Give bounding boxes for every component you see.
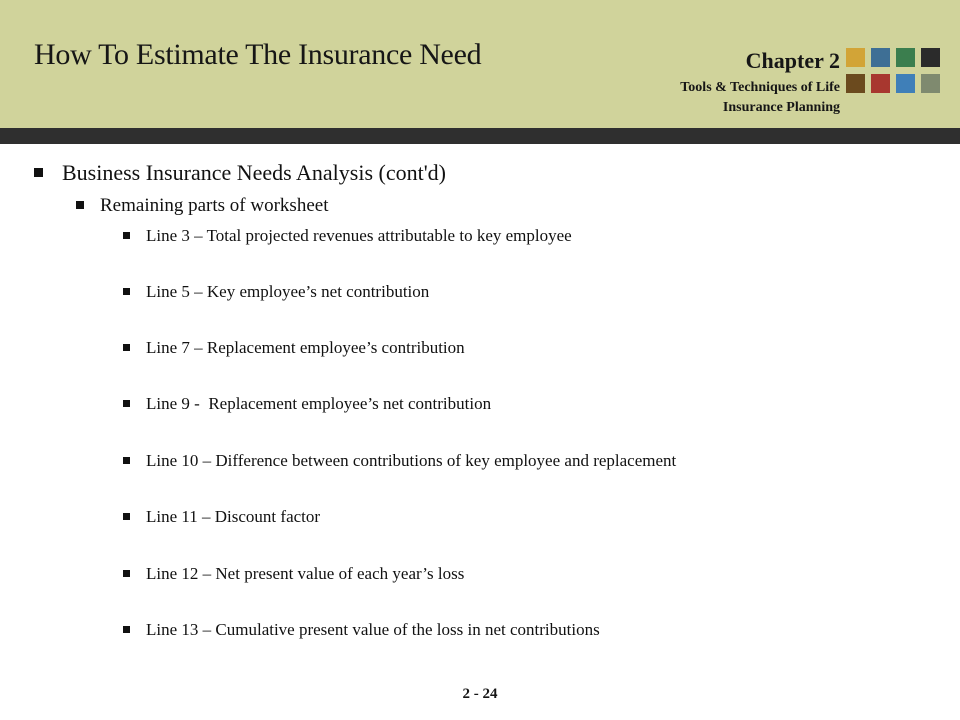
section-subheading: Remaining parts of worksheet xyxy=(100,195,329,216)
decorative-color-squares xyxy=(846,48,942,96)
chapter-subtitle-line-2: Insurance Planning xyxy=(722,100,840,115)
color-square xyxy=(896,48,915,67)
list-item xyxy=(123,226,572,246)
list-item-text: Line 11 – Discount factor xyxy=(146,507,321,526)
list-item xyxy=(123,338,465,358)
color-square xyxy=(921,48,940,67)
square-bullet-icon xyxy=(123,400,130,407)
list-item xyxy=(123,564,464,584)
chapter-subtitle-line-1: Tools & Techniques of Life xyxy=(680,80,840,95)
chapter-number: Chapter 2 xyxy=(745,48,840,73)
slide-header xyxy=(0,0,960,128)
square-bullet-icon xyxy=(123,232,130,239)
list-item xyxy=(123,282,429,302)
square-bullet-icon xyxy=(123,570,130,577)
square-bullet-icon xyxy=(34,168,43,177)
bullet-level-1 xyxy=(34,160,446,186)
square-bullet-icon xyxy=(123,513,130,520)
list-item-text: Line 9 - Replacement employee’s net contribution xyxy=(146,394,492,413)
square-bullet-icon xyxy=(123,344,130,351)
list-item xyxy=(123,620,600,640)
slide-title: How To Estimate The Insurance Need xyxy=(34,38,482,71)
color-square xyxy=(846,74,865,93)
color-square xyxy=(896,74,915,93)
color-square xyxy=(871,48,890,67)
list-item-text: Line 10 – Difference between contributions of key employee and replacement xyxy=(146,451,677,470)
square-bullet-icon xyxy=(123,626,130,633)
list-item-text: Line 3 – Total projected revenues attributable to key employee xyxy=(146,226,572,245)
color-square xyxy=(921,74,940,93)
color-square xyxy=(846,48,865,67)
header-divider-bar xyxy=(0,128,960,144)
list-item xyxy=(123,394,491,414)
square-bullet-icon xyxy=(76,201,84,209)
list-item-text: Line 5 – Key employee’s net contribution xyxy=(146,282,430,301)
square-bullet-icon xyxy=(123,288,130,295)
section-heading: Business Insurance Needs Analysis (cont'd) xyxy=(62,160,447,185)
list-item xyxy=(123,451,676,471)
square-bullet-icon xyxy=(123,457,130,464)
list-item-text: Line 12 – Net present value of each year’s loss xyxy=(146,564,465,583)
chapter-label xyxy=(680,48,840,118)
list-item xyxy=(123,507,320,527)
color-square xyxy=(871,74,890,93)
page-number: 2 - 24 xyxy=(462,686,498,702)
bullet-level-2 xyxy=(76,195,328,217)
chapter-subtitle xyxy=(680,78,840,118)
list-item-text: Line 7 – Replacement employee’s contribution xyxy=(146,338,465,357)
list-item-text: Line 13 – Cumulative present value of the loss in net contributions xyxy=(146,620,600,639)
